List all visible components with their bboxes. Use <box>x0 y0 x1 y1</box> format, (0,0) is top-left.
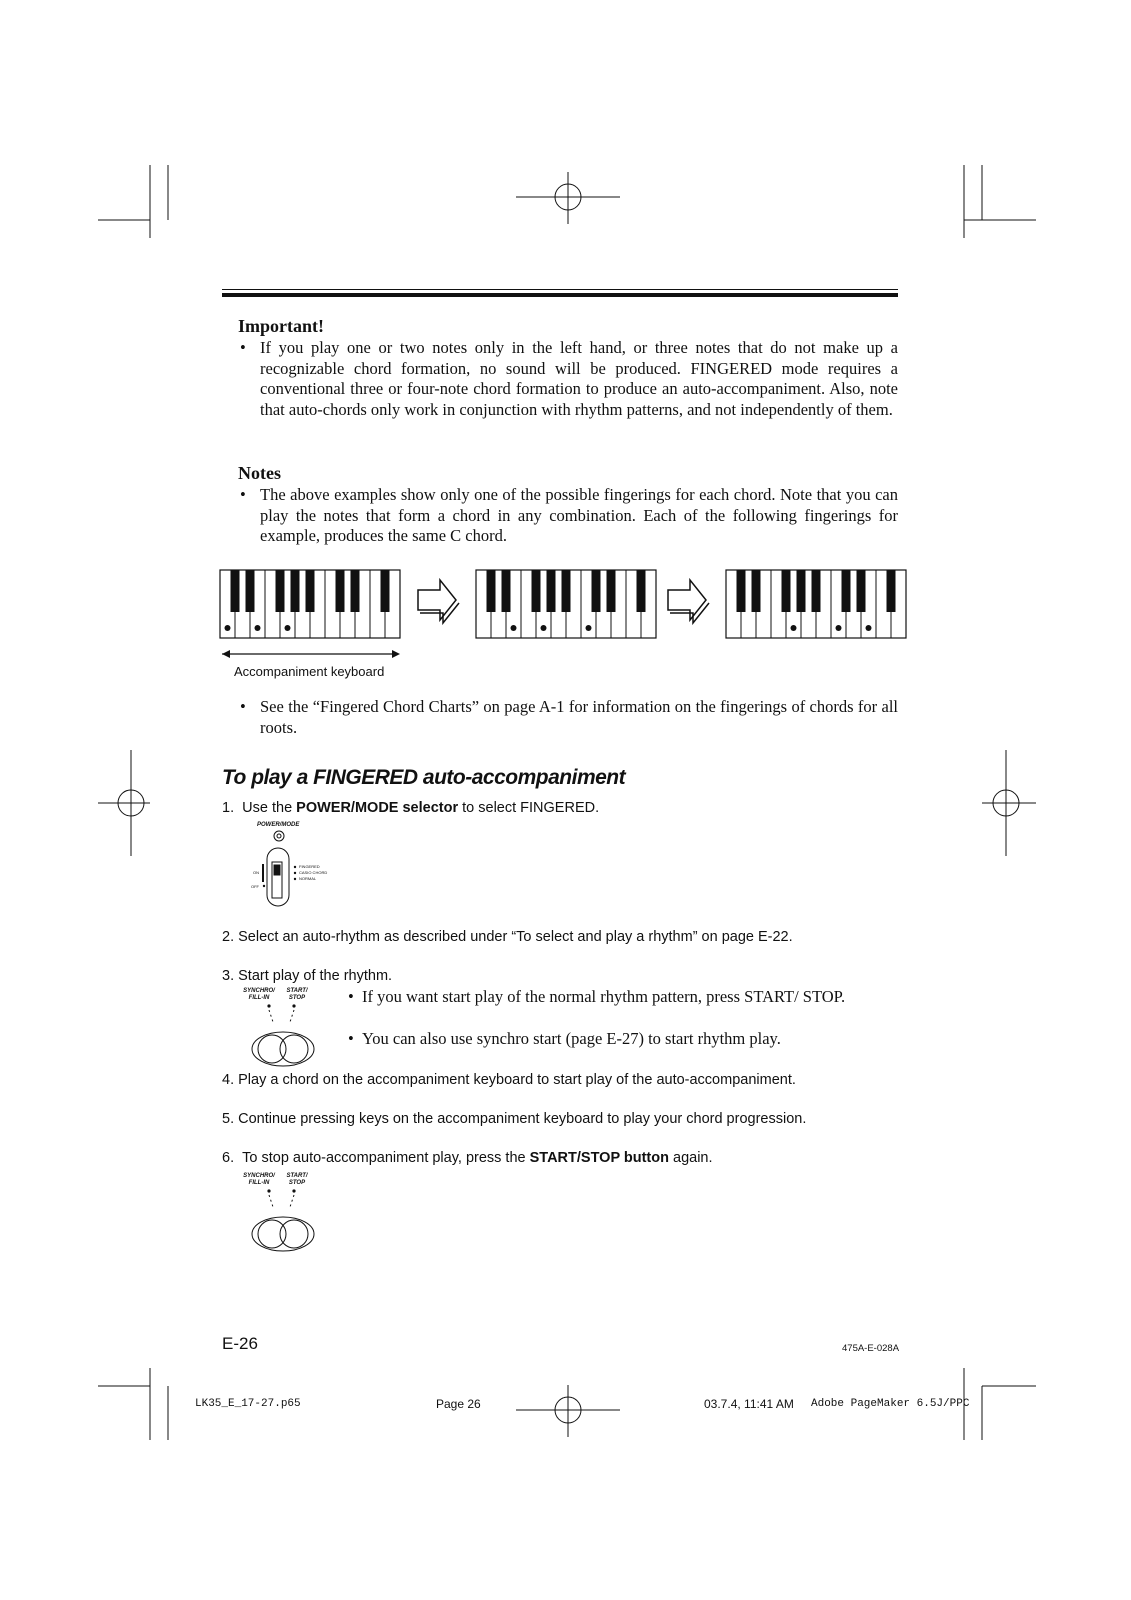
section-title: To play a FINGERED auto-accompaniment <box>222 766 626 789</box>
page-number: E-26 <box>222 1334 258 1353</box>
footer-timestamp: 03.7.4, 11:41 AM <box>704 1397 794 1411</box>
synchro-fill-in-label-2: SYNCHRO/ FILL-IN <box>243 1173 275 1186</box>
step-4: 4. Play a chord on the accompaniment keyboard to start play of the auto-accompaniment. <box>222 1072 796 1088</box>
top-rule-thin <box>222 289 898 290</box>
arrow-right-icon <box>418 580 459 623</box>
document-code: 475A-E-028A <box>842 1343 900 1354</box>
selector-option-normal: NORMAL <box>299 876 317 881</box>
important-heading: Important! <box>238 316 324 336</box>
step-3-bullet-2: • You can also use synchro start (page E-27) to start rhythm play. <box>348 1029 781 1048</box>
step-1: 1. Use the POWER/MODE selector to select FINGERED. <box>222 800 600 816</box>
selector-off-label: OFF <box>251 884 259 889</box>
keyboard-3 <box>726 570 906 638</box>
top-rule-thick <box>222 293 898 297</box>
step-6: 6. To stop auto-accompaniment play, press the START/STOP button again. <box>222 1150 713 1166</box>
accompaniment-range-arrow <box>222 650 400 658</box>
selector-on-label: ON <box>253 870 259 875</box>
keyboard-2 <box>476 570 656 638</box>
selector-option-casio-chord: CASIO CHORD <box>299 870 328 875</box>
step-3: 3. Start play of the rhythm. <box>222 968 393 984</box>
accompaniment-keyboard-label: Accompaniment keyboard <box>234 664 385 679</box>
step-5: 5. Continue pressing keys on the accompaniment keyboard to play your chord progression. <box>222 1111 807 1127</box>
footer-page: Page 26 <box>436 1397 481 1411</box>
selector-title: POWER/MODE <box>257 822 300 828</box>
important-bullet: • If you play one or two notes only in the left hand, or three notes that do not make up a recognizable chord formation, no sound will be produced. FINGERED mode requires a conventional three or four-note chord formation to produce an auto-accompaniment. Also, note that auto-chords only work in conjunction with rhythm patterns, and not independently of them. <box>240 338 898 419</box>
power-mode-selector <box>240 820 340 910</box>
rhythm-buttons-illustration <box>240 988 320 1068</box>
start-stop-label: START/ STOP <box>286 988 308 1001</box>
footer-app: Adobe PageMaker 6.5J/PPC <box>811 1398 970 1410</box>
start-stop-label-2: START/ STOP <box>286 1173 308 1186</box>
notes-heading: Notes <box>238 463 281 483</box>
step-3-bullet-1: • If you want start play of the normal rhythm pattern, press START/ STOP. <box>348 987 846 1006</box>
step-2: 2. Select an auto-rhythm as described under “To select and play a rhythm” on page E-22. <box>222 929 793 945</box>
synchro-fill-in-label: SYNCHRO/ FILL-IN <box>243 988 275 1001</box>
keyboard-1 <box>220 570 400 638</box>
arrow-right-icon <box>668 580 709 623</box>
selector-option-fingered: FINGERED <box>299 864 320 869</box>
footer-file-name: LK35_E_17-27.p65 <box>195 1398 301 1410</box>
start-stop-buttons-illustration <box>240 1173 320 1253</box>
notes-bullet-2: • See the “Fingered Chord Charts” on page A-1 for information on the fingerings of chords for all roots. <box>240 697 898 737</box>
notes-bullet-1: • The above examples show only one of the possible fingerings for each chord. Note that you can play the notes that form a chord in any combination. Each of the following fingerings for example, produces the same C chord. <box>240 485 898 546</box>
